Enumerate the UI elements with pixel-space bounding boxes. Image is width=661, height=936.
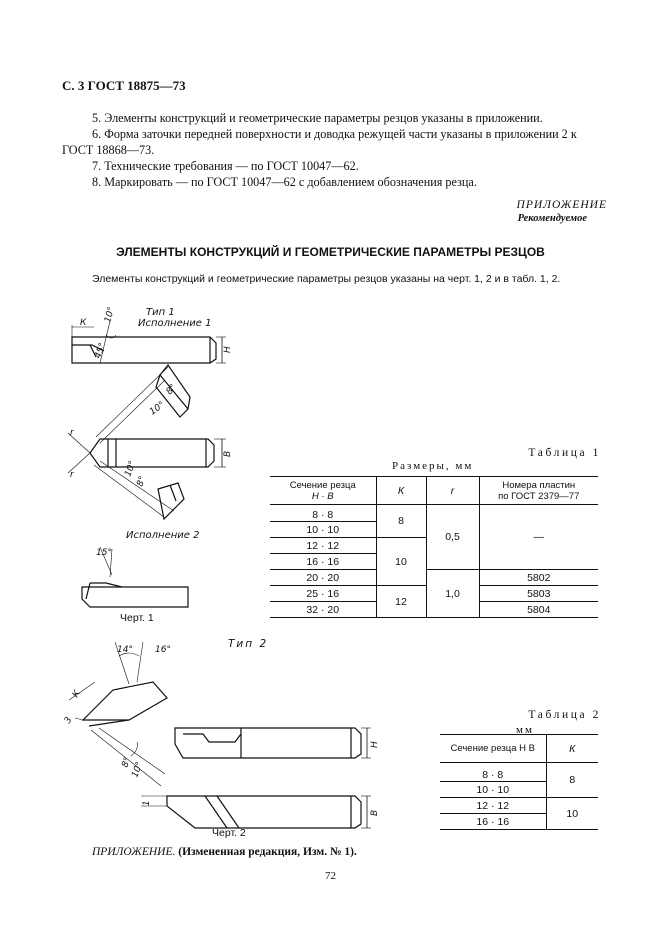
table-1-plates-dash: — bbox=[479, 505, 598, 570]
table-row: 10 · 10 bbox=[270, 522, 376, 538]
paragraph-8: 8. Маркировать — по ГОСТ 10047—62 с добавлением обозначения резца. bbox=[92, 175, 477, 189]
intro-text: Элементы конструкций и геометрические параметры резцов указаны на черт. 1, 2 и в табл. 1, 2. bbox=[92, 273, 561, 285]
dim-three-label: 3 bbox=[62, 715, 75, 726]
dim-angle-10-label: 10° bbox=[103, 305, 118, 324]
dim-angle-15-label: 15° bbox=[96, 548, 112, 558]
table-1-k-8: 8 bbox=[376, 505, 426, 538]
table-2-caption: Таблица 2 bbox=[528, 709, 601, 721]
table-1-header-r: r bbox=[426, 477, 479, 505]
table-row: 16 · 16 bbox=[440, 814, 546, 830]
table-1-header-k: К bbox=[376, 477, 426, 505]
dim-angle-8c-label: 8° bbox=[120, 755, 134, 770]
table-row: 16 · 16 bbox=[270, 554, 376, 570]
table-row: 12 · 12 bbox=[270, 538, 376, 554]
table-1-plate-5803: 5803 bbox=[479, 586, 598, 602]
drawing-1 bbox=[60, 305, 260, 625]
dim-k2-label: К bbox=[70, 688, 83, 700]
footnote bbox=[92, 846, 357, 858]
dim-angle-14-label: 14° bbox=[117, 645, 133, 655]
dim-h2-label: Н bbox=[370, 741, 380, 748]
paragraph-5: 5. Элементы конструкций и геометрические параметры резцов указаны в приложении. bbox=[92, 111, 543, 125]
header-plates-sub: по ГОСТ 2379—77 bbox=[498, 490, 580, 502]
appendix-subtitle: Рекомендуемое bbox=[517, 213, 587, 224]
table-1-k-10: 10 bbox=[376, 538, 426, 586]
table-1-units: Размеры, мм bbox=[392, 460, 474, 472]
table-2-k-8: 8 bbox=[546, 763, 598, 798]
dim-angle-16-label: 16° bbox=[155, 645, 171, 655]
table-1-header-section bbox=[270, 477, 376, 505]
dim-k-label: К bbox=[80, 318, 87, 328]
dim-angle-8b-label: 8° bbox=[135, 474, 149, 489]
table-row: 12 · 12 bbox=[440, 798, 546, 814]
table-1-header-plates bbox=[479, 477, 598, 505]
table-2-k-10: 10 bbox=[546, 798, 598, 830]
table-row: 8 · 8 bbox=[440, 763, 546, 782]
table-1-plate-5804: 5804 bbox=[479, 602, 598, 618]
paragraph-6-continued: ГОСТ 18868—73. bbox=[62, 143, 155, 157]
footnote-appendix: ПРИЛОЖЕНИЕ. bbox=[92, 846, 176, 858]
header-section-sub: Н · В bbox=[311, 490, 334, 502]
dim-angle-8-label: 8° bbox=[164, 382, 179, 397]
drawing-1-caption: Черт. 1 bbox=[120, 612, 154, 624]
table-1-r-05: 0,5 bbox=[426, 505, 479, 570]
table-2-units: мм bbox=[516, 724, 534, 736]
section-title: ЭЛЕМЕНТЫ КОНСТРУКЦИЙ И ГЕОМЕТРИЧЕСКИЕ ПАРАМЕТРЫ РЕЗЦОВ bbox=[116, 245, 545, 259]
dim-one-label: 1 bbox=[142, 800, 152, 806]
drawing-2-caption: Черт. 2 bbox=[212, 827, 246, 839]
table-row: 8 · 8 bbox=[270, 505, 376, 522]
table-1-plate-5802: 5802 bbox=[479, 570, 598, 586]
dim-angle-45-label: 45° bbox=[93, 341, 109, 361]
dim-b-label: В bbox=[223, 450, 233, 457]
table-row: 25 · 16 bbox=[270, 586, 376, 602]
execution-1-label: Исполнение 1 bbox=[138, 318, 212, 329]
type-2-label: Тип 2 bbox=[228, 638, 269, 650]
dim-r-upper-label: r bbox=[70, 428, 74, 438]
table-1-k-12: 12 bbox=[376, 586, 426, 618]
footnote-amendment: (Измененная редакция, Изм. № 1). bbox=[175, 846, 357, 858]
dim-r-lower-label: r bbox=[70, 470, 74, 480]
dim-angle-10d-label: 10° bbox=[130, 760, 146, 780]
table-1-r-10: 1,0 bbox=[426, 570, 479, 618]
page-number: 72 bbox=[325, 870, 336, 882]
table-2-header-section: Сечение резца Н В bbox=[440, 735, 546, 763]
appendix-title: ПРИЛОЖЕНИЕ bbox=[516, 199, 607, 211]
dim-h-label: Н bbox=[223, 346, 233, 353]
table-1-caption: Таблица 1 bbox=[528, 447, 601, 459]
dim-b2-label: В bbox=[370, 809, 380, 816]
paragraph-7: 7. Технические требования — по ГОСТ 10047—62. bbox=[92, 159, 359, 173]
type-1-label: Тип 1 bbox=[146, 307, 175, 318]
table-row: 10 · 10 bbox=[440, 782, 546, 798]
table-row: 20 · 20 bbox=[270, 570, 376, 586]
paragraph-6: 6. Форма заточки передней поверхности и доводка режущей части указаны в приложении 2 к bbox=[92, 127, 577, 141]
execution-2-label: Исполнение 2 bbox=[126, 530, 200, 541]
header-plates-text: Номера пластин bbox=[502, 479, 576, 491]
table-1 bbox=[270, 476, 598, 618]
page-header: С. 3 ГОСТ 18875—73 bbox=[62, 78, 186, 93]
table-2-header-k: К bbox=[569, 742, 576, 755]
header-section-text: Сечение резца bbox=[289, 479, 356, 491]
dim-angle-10b-label: 10° bbox=[147, 400, 167, 418]
dim-angle-10c-label: 10° bbox=[123, 459, 139, 479]
table-row: 32 · 20 bbox=[270, 602, 376, 618]
drawing-2 bbox=[55, 638, 395, 836]
table-2 bbox=[440, 734, 598, 830]
